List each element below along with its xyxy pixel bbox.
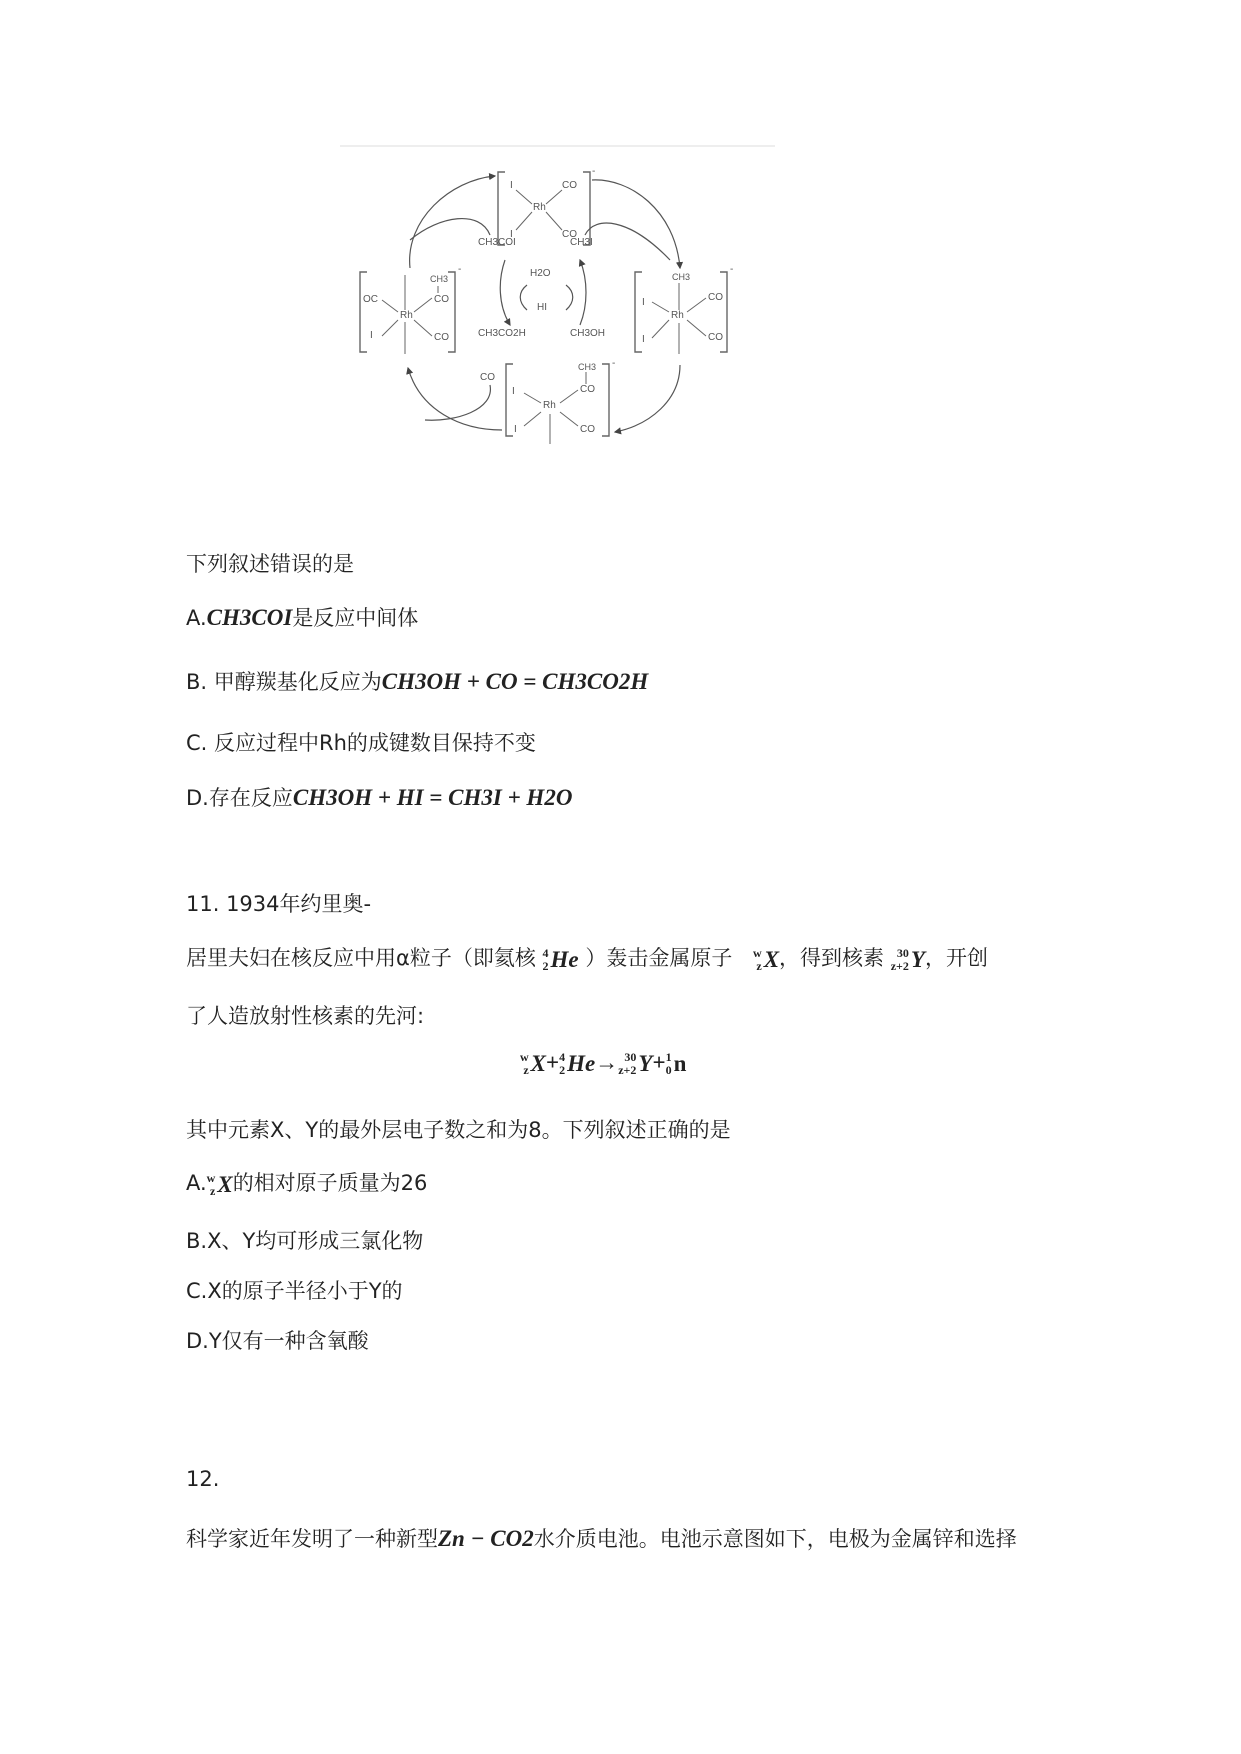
svg-text:OC: OC (363, 294, 378, 305)
svg-text:CH3: CH3 (672, 272, 691, 282)
svg-text:CO: CO (434, 294, 449, 305)
equation: CH3OH + HI = CH3I + H2O (292, 785, 573, 810)
svg-text:I: I (642, 334, 645, 345)
species-ch3oh: CH3OH (570, 328, 606, 339)
q11-line3: 其中元素X、Y的最外层电子数之和为8。下列叙述正确的是 (186, 1118, 731, 1142)
svg-text:I: I (512, 386, 515, 397)
nuclide-y: 30 z+2 Y (890, 946, 925, 974)
svg-text:CO: CO (434, 332, 449, 343)
species-h2o: H2O (530, 268, 551, 279)
species-ch3co2h: CH3CO2H (478, 328, 526, 339)
nuclide-x: w z X (753, 946, 780, 974)
rh-complex-top (498, 166, 595, 245)
ligand-i: I (510, 229, 513, 240)
q10-option-d: D.存在反应CH3OH + HI = CH3I + H2O (186, 785, 573, 810)
q11-option-b: B.X、Y均可形成三氯化物 (186, 1229, 424, 1253)
q11-line2: 了人造放射性核素的先河: (186, 1004, 425, 1028)
q10-option-a: A.CH3COI是反应中间体 (186, 605, 419, 630)
species-hi: HI (537, 302, 547, 313)
q10-stem: 下列叙述错误的是 (186, 552, 354, 576)
svg-text:CO: CO (708, 332, 723, 343)
q11-option-c: C.X的原子半径小于Y的 (186, 1279, 403, 1303)
svg-text:I: I (514, 424, 517, 435)
rh-complex-right (635, 264, 733, 354)
svg-text:CH3: CH3 (430, 274, 449, 284)
q10-option-c: C. 反应过程中Rh的成键数目保持不变 (186, 731, 536, 755)
formula: Zn − CO2 (438, 1526, 534, 1551)
svg-text:-: - (458, 264, 462, 275)
formula: CH3COI (206, 605, 293, 630)
q11-option-d: D.Y仅有一种含氧酸 (186, 1329, 369, 1353)
charge: - (592, 166, 596, 177)
q11-line1: 居里夫妇在核反应中用α粒子（即氦核 4 2 He ）轰击金属原子 w z X，得到核素 30 z+2 Y，开创 (186, 946, 988, 974)
svg-text:CO: CO (580, 424, 595, 435)
q12-number: 12. (186, 1467, 220, 1491)
rh-complex-bottom (506, 358, 615, 444)
species-co: CO (480, 372, 495, 383)
rh-metal: Rh (533, 202, 546, 213)
rh-complex-left (360, 264, 461, 354)
svg-text:CO: CO (580, 384, 595, 395)
ligand-co: CO (562, 180, 577, 191)
species-ch3i: CH3I (570, 237, 593, 248)
svg-text:Rh: Rh (400, 310, 413, 321)
nuclide-he: 4 2 He (542, 946, 579, 974)
q10-option-b: B. 甲醇羰基化反应为CH3OH + CO = CH3CO2H (186, 669, 649, 694)
catalytic-cycle-diagram (330, 140, 890, 510)
svg-text:CO: CO (708, 292, 723, 303)
svg-text:I: I (642, 297, 645, 308)
svg-text:CH3: CH3 (578, 362, 597, 372)
svg-text:Rh: Rh (543, 400, 556, 411)
ligand-co: CO (562, 229, 577, 240)
svg-text:I: I (370, 330, 373, 341)
svg-text:-: - (612, 358, 616, 369)
q11-number: 11. 1934年约里奥- (186, 892, 372, 916)
q11-nuclear-equation: w z X+ 4 2 He→ 30 z+2 Y+ 1 0 n (520, 1050, 687, 1078)
species-ch3coi: CH3COI (478, 237, 516, 248)
equation: CH3OH + CO = CH3CO2H (381, 669, 649, 694)
q11-option-a: A. w z X的相对原子质量为26 (186, 1171, 428, 1199)
ligand-i: I (510, 180, 513, 191)
svg-text:-: - (730, 264, 734, 275)
q12-line1: 科学家近年发明了一种新型Zn − CO2水介质电池。电池示意图如下，电极为金属锌和选择 (186, 1526, 1017, 1551)
svg-text:Rh: Rh (671, 310, 684, 321)
